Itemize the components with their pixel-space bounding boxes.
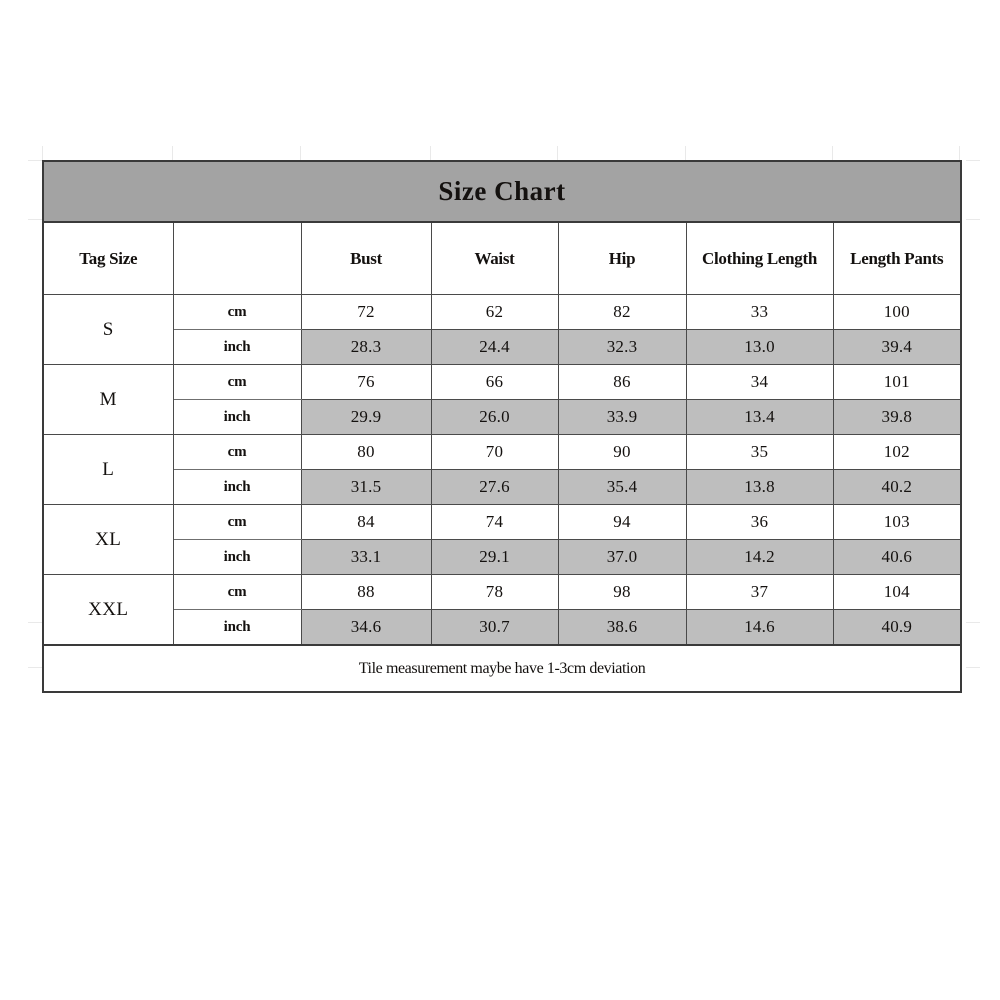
guide-tick — [557, 146, 558, 160]
size-chart-table-wrapper — [42, 160, 960, 693]
guide-tick — [959, 146, 960, 160]
column-header-row — [43, 222, 961, 295]
cell-clothing-length: 37 — [686, 575, 833, 610]
guide-tick — [28, 622, 42, 623]
column-header-bust: Bust — [301, 222, 431, 295]
cell-hip: 90 — [558, 435, 686, 470]
cell-bust: 29.9 — [301, 400, 431, 435]
cell-hip: 37.0 — [558, 540, 686, 575]
footer-note-row — [43, 645, 961, 692]
size-label: S — [43, 295, 173, 365]
cell-length-pants: 39.8 — [833, 400, 961, 435]
table-row — [43, 470, 961, 505]
cell-bust: 76 — [301, 365, 431, 400]
cell-length-pants: 40.9 — [833, 610, 961, 646]
table-row — [43, 610, 961, 646]
cell-waist: 26.0 — [431, 400, 558, 435]
cell-length-pants: 40.2 — [833, 470, 961, 505]
cell-clothing-length: 14.6 — [686, 610, 833, 646]
cell-clothing-length: 13.4 — [686, 400, 833, 435]
guide-tick — [28, 219, 42, 220]
unit-label: cm — [173, 575, 301, 610]
guide-tick — [685, 146, 686, 160]
column-header-length-pants: Length Pants — [833, 222, 961, 295]
cell-clothing-length: 14.2 — [686, 540, 833, 575]
unit-label: cm — [173, 505, 301, 540]
table-row — [43, 400, 961, 435]
size-label: XL — [43, 505, 173, 575]
size-chart-table — [42, 160, 962, 693]
cell-waist: 74 — [431, 505, 558, 540]
cell-length-pants: 102 — [833, 435, 961, 470]
cell-hip: 86 — [558, 365, 686, 400]
unit-label: cm — [173, 435, 301, 470]
guide-tick — [430, 146, 431, 160]
cell-bust: 72 — [301, 295, 431, 330]
table-row — [43, 330, 961, 365]
guide-tick — [42, 146, 43, 160]
guide-tick — [966, 160, 980, 161]
cell-waist: 30.7 — [431, 610, 558, 646]
cell-length-pants: 40.6 — [833, 540, 961, 575]
cell-hip: 94 — [558, 505, 686, 540]
cell-clothing-length: 33 — [686, 295, 833, 330]
cell-hip: 32.3 — [558, 330, 686, 365]
cell-waist: 24.4 — [431, 330, 558, 365]
guide-tick — [966, 622, 980, 623]
unit-label: inch — [173, 540, 301, 575]
cell-waist: 27.6 — [431, 470, 558, 505]
column-header-waist: Waist — [431, 222, 558, 295]
cell-bust: 31.5 — [301, 470, 431, 505]
cell-hip: 82 — [558, 295, 686, 330]
cell-clothing-length: 35 — [686, 435, 833, 470]
table-row — [43, 435, 961, 470]
cell-clothing-length: 13.8 — [686, 470, 833, 505]
cell-hip: 98 — [558, 575, 686, 610]
column-header-hip: Hip — [558, 222, 686, 295]
column-header-unit — [173, 222, 301, 295]
cell-waist: 70 — [431, 435, 558, 470]
guide-tick — [832, 146, 833, 160]
guide-tick — [966, 667, 980, 668]
unit-label: inch — [173, 470, 301, 505]
size-label: L — [43, 435, 173, 505]
table-row — [43, 540, 961, 575]
cell-hip: 35.4 — [558, 470, 686, 505]
title-row — [43, 161, 961, 222]
cell-bust: 34.6 — [301, 610, 431, 646]
cell-bust: 33.1 — [301, 540, 431, 575]
cell-length-pants: 103 — [833, 505, 961, 540]
unit-label: cm — [173, 365, 301, 400]
unit-label: inch — [173, 400, 301, 435]
table-row — [43, 505, 961, 540]
cell-waist: 78 — [431, 575, 558, 610]
guide-tick — [28, 667, 42, 668]
cell-length-pants: 39.4 — [833, 330, 961, 365]
table-row — [43, 365, 961, 400]
table-row — [43, 295, 961, 330]
cell-clothing-length: 34 — [686, 365, 833, 400]
cell-bust: 28.3 — [301, 330, 431, 365]
unit-label: inch — [173, 610, 301, 646]
cell-waist: 66 — [431, 365, 558, 400]
cell-length-pants: 104 — [833, 575, 961, 610]
cell-clothing-length: 13.0 — [686, 330, 833, 365]
deviation-note: Tile measurement maybe have 1-3cm deviation — [43, 645, 961, 692]
guide-tick — [300, 146, 301, 160]
cell-bust: 80 — [301, 435, 431, 470]
cell-waist: 29.1 — [431, 540, 558, 575]
cell-length-pants: 100 — [833, 295, 961, 330]
cell-clothing-length: 36 — [686, 505, 833, 540]
size-label: M — [43, 365, 173, 435]
guide-tick — [966, 219, 980, 220]
unit-label: inch — [173, 330, 301, 365]
cell-bust: 84 — [301, 505, 431, 540]
cell-hip: 33.9 — [558, 400, 686, 435]
table-row — [43, 575, 961, 610]
cell-bust: 88 — [301, 575, 431, 610]
cell-length-pants: 101 — [833, 365, 961, 400]
guide-tick — [28, 160, 42, 161]
chart-title: Size Chart — [43, 161, 961, 222]
guide-tick — [172, 146, 173, 160]
column-header-tag-size: Tag Size — [43, 222, 173, 295]
size-label: XXL — [43, 575, 173, 646]
column-header-clothing-length: Clothing Length — [686, 222, 833, 295]
unit-label: cm — [173, 295, 301, 330]
cell-hip: 38.6 — [558, 610, 686, 646]
cell-waist: 62 — [431, 295, 558, 330]
